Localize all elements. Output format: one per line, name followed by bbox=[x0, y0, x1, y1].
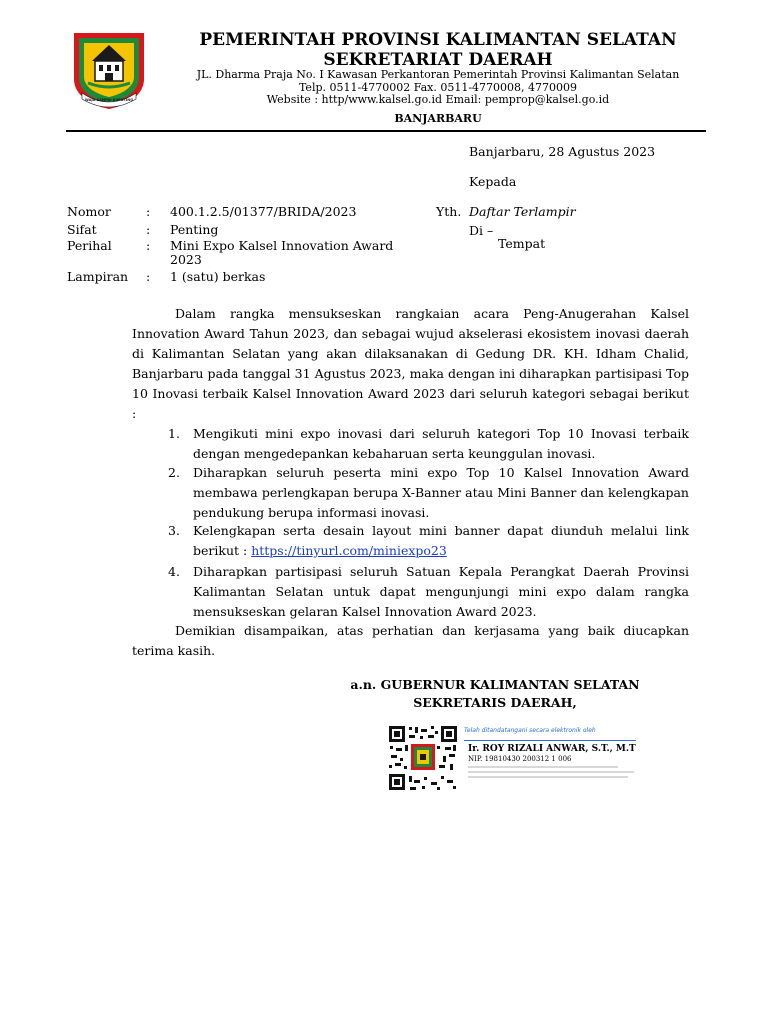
esign-divider bbox=[464, 740, 636, 741]
letterhead-phone: Telp. 0511-4770002 Fax. 0511-4770008, 4770009 bbox=[298, 81, 578, 94]
meta-value-nomor: 400.1.2.5/01377/BRIDA/2023 bbox=[170, 204, 357, 219]
meta-colon: : bbox=[146, 222, 151, 237]
letter-date: Banjarbaru, 28 Agustus 2023 bbox=[469, 144, 656, 159]
letterhead-city: BANJARBARU bbox=[394, 112, 482, 125]
esign-footnote-line bbox=[468, 771, 634, 773]
signatory-nip: NIP. 19810430 200312 1 006 bbox=[468, 755, 572, 763]
signature-on-behalf: a.n. GUBERNUR KALIMANTAN SELATAN bbox=[350, 677, 640, 692]
body-intro-paragraph: Dalam rangka mensukseskan rangkaian acara Peng-Anugerahan Kalsel Innovation Award Tahun 2023, dan sebagai wujud akselerasi ekosistem inovasi daerah di Kalimantan Selatan yang akan dilaksanakan di Gedung DR. KH. Idham Chalid, Banjarbaru pada tanggal 31 Agustus 2023, maka dengan ini diharapkan partisipasi Top 10 Inovasi terbaik Kalsel Innovation Award 2023 dari seluruh kategori sebagai berikut : bbox=[132, 306, 689, 421]
list-item-number: 3. bbox=[168, 523, 180, 538]
letterhead-rule bbox=[66, 130, 706, 132]
recipient-di: Di – bbox=[469, 223, 494, 238]
list-item-text: Diharapkan seluruh peserta mini expo Top 10 Kalsel Innovation Award membawa perlengkapan berupa X-Banner atau Mini Banner dan kelengkapan pendukung berupa informasi inovasi. bbox=[193, 465, 689, 520]
esign-footnote-line bbox=[468, 776, 628, 778]
list-item-text: Mengikuti mini expo inovasi dari seluruh kategori Top 10 Inovasi terbaik dengan mengedepankan kebaharuan serta keunggulan inovasi. bbox=[193, 426, 689, 461]
meta-value-sifat: Penting bbox=[170, 222, 219, 237]
closing-paragraph: Demikian disampaikan, atas perhatian dan kerjasama yang baik diucapkan terima kasih. bbox=[132, 623, 689, 658]
list-item bbox=[193, 521, 689, 561]
logo-motto: WAJA SAMPAI KAPUTING bbox=[84, 98, 134, 102]
list-item-text: Kelengkapan serta desain layout mini banner dapat diunduh melalui link berikut : bbox=[193, 523, 689, 558]
list-item-text: Diharapkan partisipasi seluruh Satuan Kepala Perangkat Daerah Provinsi Kalimantan Selatan untuk dapat mengunjungi mini expo dalam rangka mensukseskan gelaran Kalsel Innovation Award 2023. bbox=[193, 564, 689, 619]
meta-label-nomor: Nomor bbox=[67, 204, 111, 219]
letterhead-website: Website : http/www.kalsel.go.id Email: pemprop@kalsel.go.id bbox=[266, 93, 610, 106]
meta-colon: : bbox=[146, 269, 151, 284]
signature-title: SEKRETARIS DAERAH, bbox=[413, 695, 577, 710]
list-item-number: 4. bbox=[168, 564, 180, 579]
meta-label-lampiran: Lampiran bbox=[67, 269, 129, 284]
meta-colon: : bbox=[146, 204, 151, 219]
signature-qr-code bbox=[387, 724, 459, 792]
letterhead-title: PEMERINTAH PROVINSI KALIMANTAN SELATAN bbox=[199, 30, 677, 50]
list-item-number: 2. bbox=[168, 465, 180, 480]
esign-footnote-line bbox=[468, 766, 618, 768]
recipient-place: Tempat bbox=[498, 236, 546, 251]
electronic-signature-block bbox=[460, 722, 640, 792]
letterhead-address: JL. Dharma Praja No. I Kawasan Perkantoran Pemerintah Provinsi Kalimantan Selatan bbox=[196, 68, 680, 81]
meta-value-perihal-line2: 2023 bbox=[170, 252, 202, 267]
esign-note: Telah ditandatangani secara elektronik oleh bbox=[464, 727, 596, 734]
list-item-number: 1. bbox=[168, 426, 180, 441]
meta-label-perihal: Perihal bbox=[67, 238, 112, 253]
meta-value-perihal: Mini Expo Kalsel Innovation Award bbox=[170, 238, 394, 253]
letterhead-subtitle: SEKRETARIAT DAERAH bbox=[323, 50, 553, 70]
meta-label-sifat: Sifat bbox=[67, 222, 97, 237]
meta-colon: : bbox=[146, 238, 151, 253]
download-link[interactable]: https://tinyurl.com/miniexpo23 bbox=[251, 543, 447, 558]
recipient-kepada: Kepada bbox=[469, 174, 517, 189]
recipient-name: Daftar Terlampir bbox=[469, 204, 576, 219]
meta-value-lampiran: 1 (satu) berkas bbox=[170, 269, 266, 284]
recipient-yth-label: Yth. bbox=[436, 204, 462, 219]
provincial-emblem-logo bbox=[68, 31, 150, 111]
signatory-name: Ir. ROY RIZALI ANWAR, S.T., M.T bbox=[468, 744, 636, 754]
